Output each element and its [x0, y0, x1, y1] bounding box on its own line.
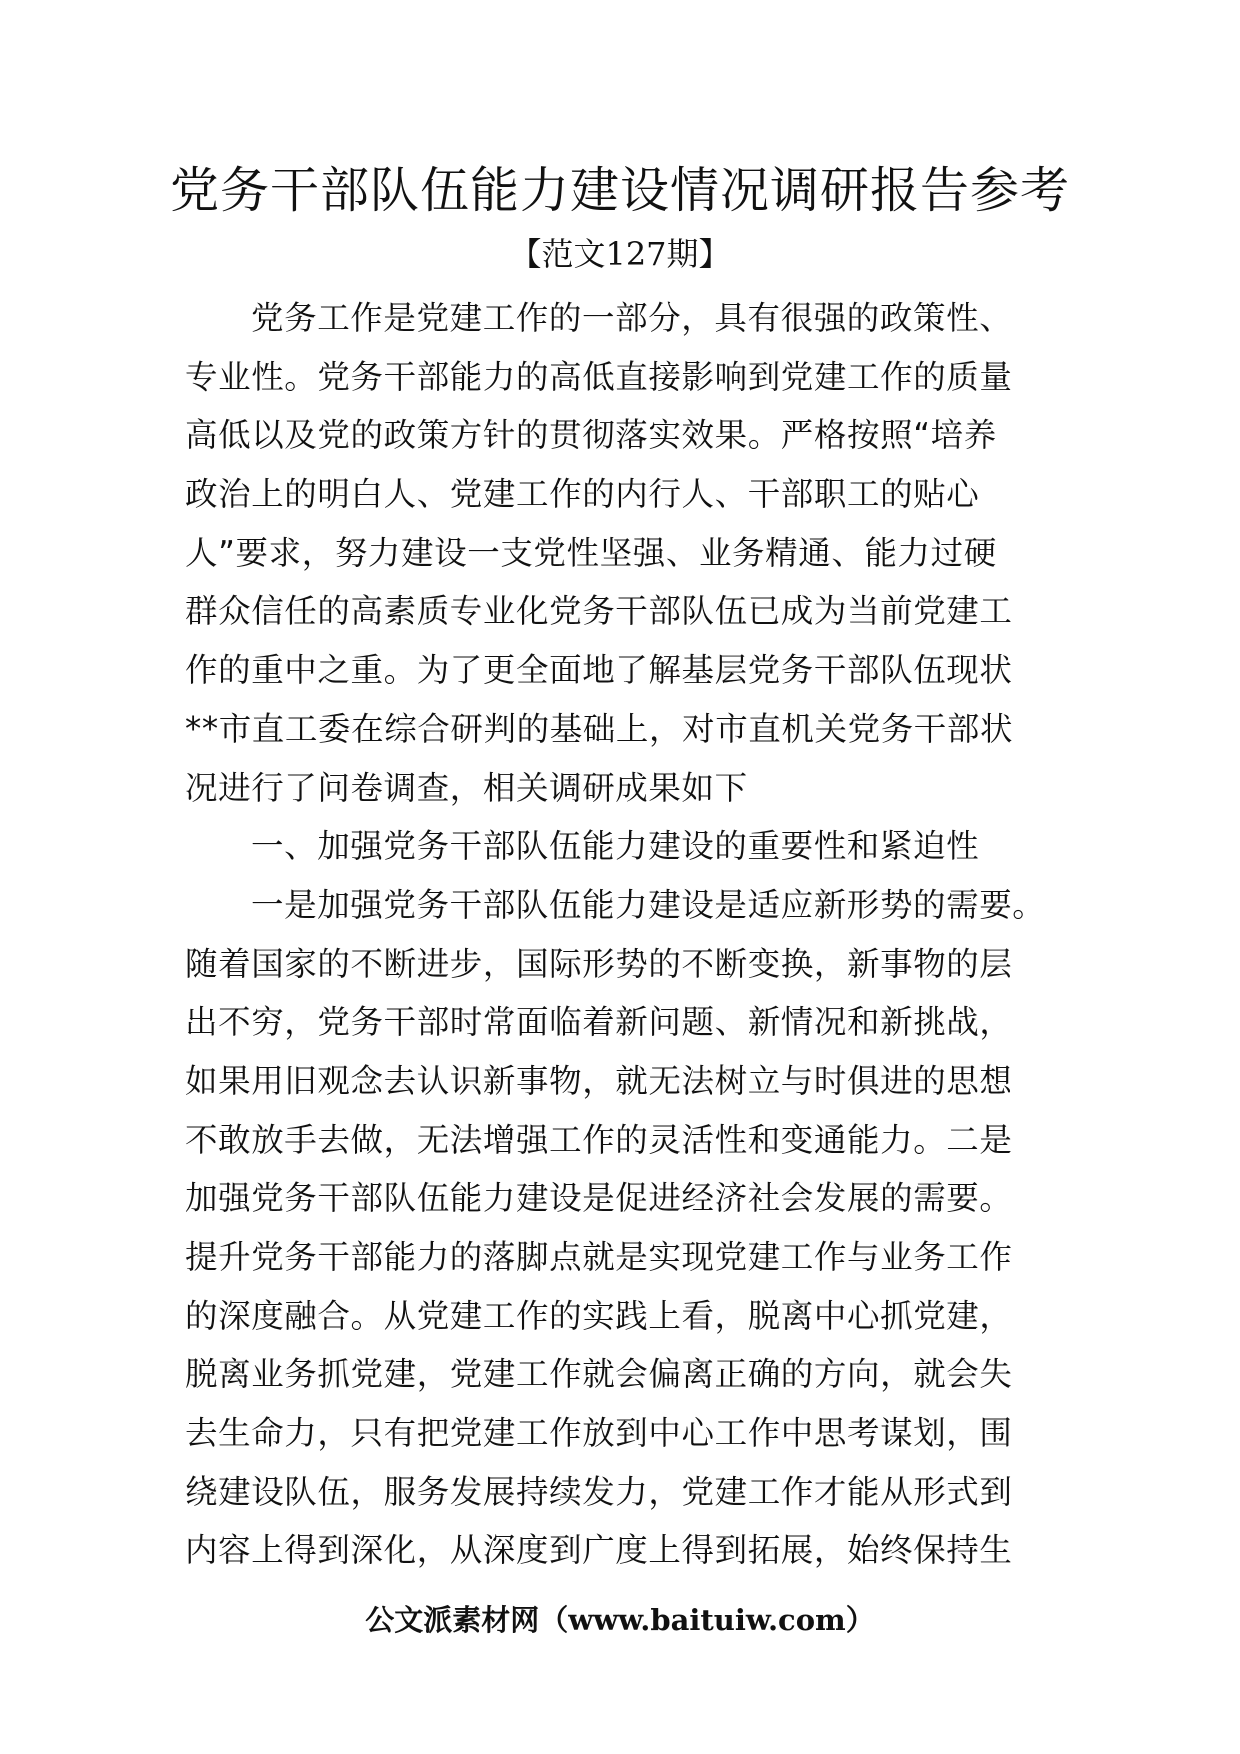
- body-line: 的深度融合。从党建工作的实践上看，脱离中心抓党建，: [185, 1296, 1013, 1335]
- body-line: 政治上的明白人、党建工作的内行人、干部职工的贴心: [185, 475, 980, 514]
- body-line: 出不穷，党务干部时常面临着新问题、新情况和新挑战，: [185, 1003, 1013, 1042]
- body-line: 况进行了问卷调查，相关调研成果如下: [185, 768, 748, 807]
- body-line: **市直工委在综合研判的基础上，对市直机关党务干部状: [185, 709, 1014, 748]
- body-line: 内容上得到深化，从深度到广度上得到拓展，始终保持生: [185, 1531, 1013, 1570]
- body-line: 高低以及党的政策方针的贯彻落实效果。严格按照“培养: [185, 416, 997, 455]
- body-line: 党务工作是党建工作的一部分，具有很强的政策性、: [251, 299, 1013, 337]
- section-heading: 一、加强党务干部队伍能力建设的重要性和紧迫性: [251, 827, 980, 866]
- body-line: 群众信任的高素质专业化党务干部队伍已成为当前党建工: [185, 592, 1013, 631]
- body-line: 如果用旧观念去认识新事物，就无法树立与时俱进的思想: [185, 1061, 1013, 1100]
- body-line: 加强党务干部队伍能力建设是促进经济社会发展的需要。: [185, 1179, 1013, 1218]
- body-line: 专业性。党务干部能力的高低直接影响到党建工作的质量: [185, 357, 1013, 396]
- document-title: 党务干部队伍能力建设情况调研报告参考: [169, 162, 1070, 219]
- body-line: 作的重中之重。为了更全面地了解基层党务干部队伍现状: [185, 651, 1013, 690]
- body-line: 脱离业务抓党建，党建工作就会偏离正确的方向，就会失: [185, 1355, 1013, 1394]
- body-line: 随着国家的不断进步，国际形势的不断变换，新事物的层: [185, 944, 1013, 983]
- body-line: 提升党务干部能力的落脚点就是实现党建工作与业务工作: [185, 1238, 1013, 1276]
- document-body: [185, 289, 1060, 1580]
- body-line: 人”要求，努力建设一支党性坚强、业务精通、能力过硬: [185, 533, 997, 572]
- body-line: 绕建设队伍，服务发展持续发力，党建工作才能从形式到: [185, 1472, 1013, 1511]
- document-subtitle: 【范文127期】: [509, 235, 731, 273]
- footer-watermark-text: 公文派素材网（www.baituiw.com）: [365, 1603, 875, 1637]
- body-line: 去生命力，只有把党建工作放到中心工作中思考谋划，围: [185, 1414, 1013, 1453]
- body-line: 不敢放手去做，无法增强工作的灵活性和变通能力。二是: [185, 1120, 1013, 1159]
- body-line: 一是加强党务干部队伍能力建设是适应新形势的需要。: [251, 885, 1046, 924]
